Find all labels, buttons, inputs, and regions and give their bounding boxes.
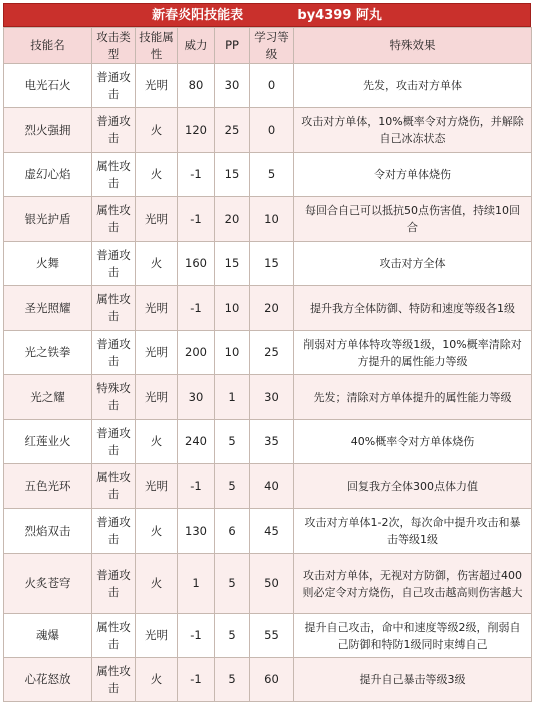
header-power: 威力: [178, 28, 215, 64]
pp-cell: 5: [215, 614, 250, 658]
header-learn-level: 学习等级: [250, 28, 294, 64]
table-row: [4, 197, 532, 242]
table-row: [4, 331, 532, 375]
attack-type-cell: 属性攻击: [92, 464, 136, 509]
header-attack-type: 攻击类型: [92, 28, 136, 64]
pp-cell: 15: [215, 153, 250, 197]
learn-level-cell: 0: [250, 108, 294, 153]
power-cell: -1: [178, 614, 215, 658]
title-text: 新春炎阳技能表: [152, 8, 244, 23]
attack-type-cell: 属性攻击: [92, 658, 136, 702]
power-cell: -1: [178, 658, 215, 702]
power-cell: -1: [178, 197, 215, 242]
header-effect: 特殊效果: [294, 28, 532, 64]
power-cell: 120: [178, 108, 215, 153]
power-cell: 30: [178, 375, 215, 420]
learn-level-cell: 25: [250, 331, 294, 375]
skill-name-cell: 光之铁拳: [4, 331, 92, 375]
header-skill-attr: 技能属性: [136, 28, 178, 64]
power-cell: 80: [178, 64, 215, 108]
skill-attr-cell: 光明: [136, 331, 178, 375]
skill-table-container: [3, 3, 531, 702]
power-cell: 240: [178, 420, 215, 464]
learn-level-cell: 10: [250, 197, 294, 242]
pp-cell: 5: [215, 554, 250, 614]
table-row: [4, 658, 532, 702]
skill-attr-cell: 光明: [136, 375, 178, 420]
effect-cell: 提升自己攻击，命中和速度等级2级，削弱自己防御和特防1级同时束缚自己: [294, 614, 532, 658]
skill-attr-cell: 光明: [136, 197, 178, 242]
pp-cell: 5: [215, 464, 250, 509]
pp-cell: 30: [215, 64, 250, 108]
header-pp: PP: [215, 28, 250, 64]
pp-cell: 5: [215, 658, 250, 702]
skill-attr-cell: 火: [136, 509, 178, 554]
skill-name-cell: 火炙苍穹: [4, 554, 92, 614]
skill-name-cell: 烈火强拥: [4, 108, 92, 153]
pp-cell: 25: [215, 108, 250, 153]
table-row: [4, 64, 532, 108]
skill-attr-cell: 火: [136, 108, 178, 153]
pp-cell: 15: [215, 242, 250, 286]
attack-type-cell: 特殊攻击: [92, 375, 136, 420]
skill-name-cell: 五色光环: [4, 464, 92, 509]
table-title: [3, 3, 531, 27]
power-cell: 130: [178, 509, 215, 554]
skill-attr-cell: 光明: [136, 286, 178, 331]
author-text: by4399 阿丸: [297, 8, 382, 23]
header-skill-name: 技能名: [4, 28, 92, 64]
skill-table-body: [4, 64, 532, 702]
learn-level-cell: 20: [250, 286, 294, 331]
learn-level-cell: 30: [250, 375, 294, 420]
pp-cell: 20: [215, 197, 250, 242]
skill-name-cell: 魂爆: [4, 614, 92, 658]
learn-level-cell: 0: [250, 64, 294, 108]
effect-cell: 攻击对方单体1-2次，每次命中提升攻击和暴击等级1级: [294, 509, 532, 554]
attack-type-cell: 普通攻击: [92, 509, 136, 554]
table-row: [4, 242, 532, 286]
table-row: [4, 554, 532, 614]
table-row: [4, 464, 532, 509]
skill-name-cell: 银光护盾: [4, 197, 92, 242]
attack-type-cell: 普通攻击: [92, 64, 136, 108]
header-row: [4, 28, 532, 64]
skill-table: [3, 27, 532, 702]
effect-cell: 削弱对方单体特攻等级1级，10%概率清除对方提升的属性能力等级: [294, 331, 532, 375]
pp-cell: 5: [215, 420, 250, 464]
attack-type-cell: 普通攻击: [92, 242, 136, 286]
learn-level-cell: 15: [250, 242, 294, 286]
skill-attr-cell: 火: [136, 420, 178, 464]
learn-level-cell: 50: [250, 554, 294, 614]
skill-attr-cell: 光明: [136, 64, 178, 108]
pp-cell: 1: [215, 375, 250, 420]
skill-name-cell: 光之耀: [4, 375, 92, 420]
table-row: [4, 375, 532, 420]
skill-attr-cell: 火: [136, 658, 178, 702]
power-cell: -1: [178, 153, 215, 197]
skill-attr-cell: 火: [136, 554, 178, 614]
effect-cell: 攻击对方单体，无视对方防御，伤害超过400则必定令对方烧伤，自己攻击越高则伤害越大: [294, 554, 532, 614]
pp-cell: 10: [215, 331, 250, 375]
table-row: [4, 509, 532, 554]
skill-name-cell: 烈焰双击: [4, 509, 92, 554]
attack-type-cell: 普通攻击: [92, 420, 136, 464]
learn-level-cell: 35: [250, 420, 294, 464]
attack-type-cell: 属性攻击: [92, 153, 136, 197]
learn-level-cell: 40: [250, 464, 294, 509]
skill-name-cell: 电光石火: [4, 64, 92, 108]
pp-cell: 10: [215, 286, 250, 331]
effect-cell: 提升我方全体防御、特防和速度等级各1级: [294, 286, 532, 331]
power-cell: 160: [178, 242, 215, 286]
attack-type-cell: 属性攻击: [92, 614, 136, 658]
learn-level-cell: 5: [250, 153, 294, 197]
effect-cell: 40%概率令对方单体烧伤: [294, 420, 532, 464]
attack-type-cell: 普通攻击: [92, 331, 136, 375]
skill-name-cell: 红莲业火: [4, 420, 92, 464]
skill-attr-cell: 火: [136, 153, 178, 197]
effect-cell: 提升自己暴击等级3级: [294, 658, 532, 702]
power-cell: 1: [178, 554, 215, 614]
skill-name-cell: 心花怒放: [4, 658, 92, 702]
attack-type-cell: 属性攻击: [92, 197, 136, 242]
effect-cell: 攻击对方单体，10%概率令对方烧伤，并解除自己冰冻状态: [294, 108, 532, 153]
skill-name-cell: 火舞: [4, 242, 92, 286]
table-row: [4, 614, 532, 658]
table-row: [4, 108, 532, 153]
table-row: [4, 420, 532, 464]
effect-cell: 令对方单体烧伤: [294, 153, 532, 197]
attack-type-cell: 普通攻击: [92, 108, 136, 153]
skill-attr-cell: 光明: [136, 464, 178, 509]
learn-level-cell: 55: [250, 614, 294, 658]
attack-type-cell: 普通攻击: [92, 554, 136, 614]
effect-cell: 先发；清除对方单体提升的属性能力等级: [294, 375, 532, 420]
skill-attr-cell: 光明: [136, 614, 178, 658]
power-cell: -1: [178, 464, 215, 509]
skill-name-cell: 虚幻心焰: [4, 153, 92, 197]
effect-cell: 每回合自己可以抵抗50点伤害值，持续10回合: [294, 197, 532, 242]
learn-level-cell: 60: [250, 658, 294, 702]
skill-attr-cell: 火: [136, 242, 178, 286]
skill-name-cell: 圣光照耀: [4, 286, 92, 331]
table-row: [4, 153, 532, 197]
learn-level-cell: 45: [250, 509, 294, 554]
effect-cell: 先发，攻击对方单体: [294, 64, 532, 108]
power-cell: 200: [178, 331, 215, 375]
table-row: [4, 286, 532, 331]
effect-cell: 回复我方全体300点体力值: [294, 464, 532, 509]
effect-cell: 攻击对方全体: [294, 242, 532, 286]
attack-type-cell: 属性攻击: [92, 286, 136, 331]
power-cell: -1: [178, 286, 215, 331]
pp-cell: 6: [215, 509, 250, 554]
